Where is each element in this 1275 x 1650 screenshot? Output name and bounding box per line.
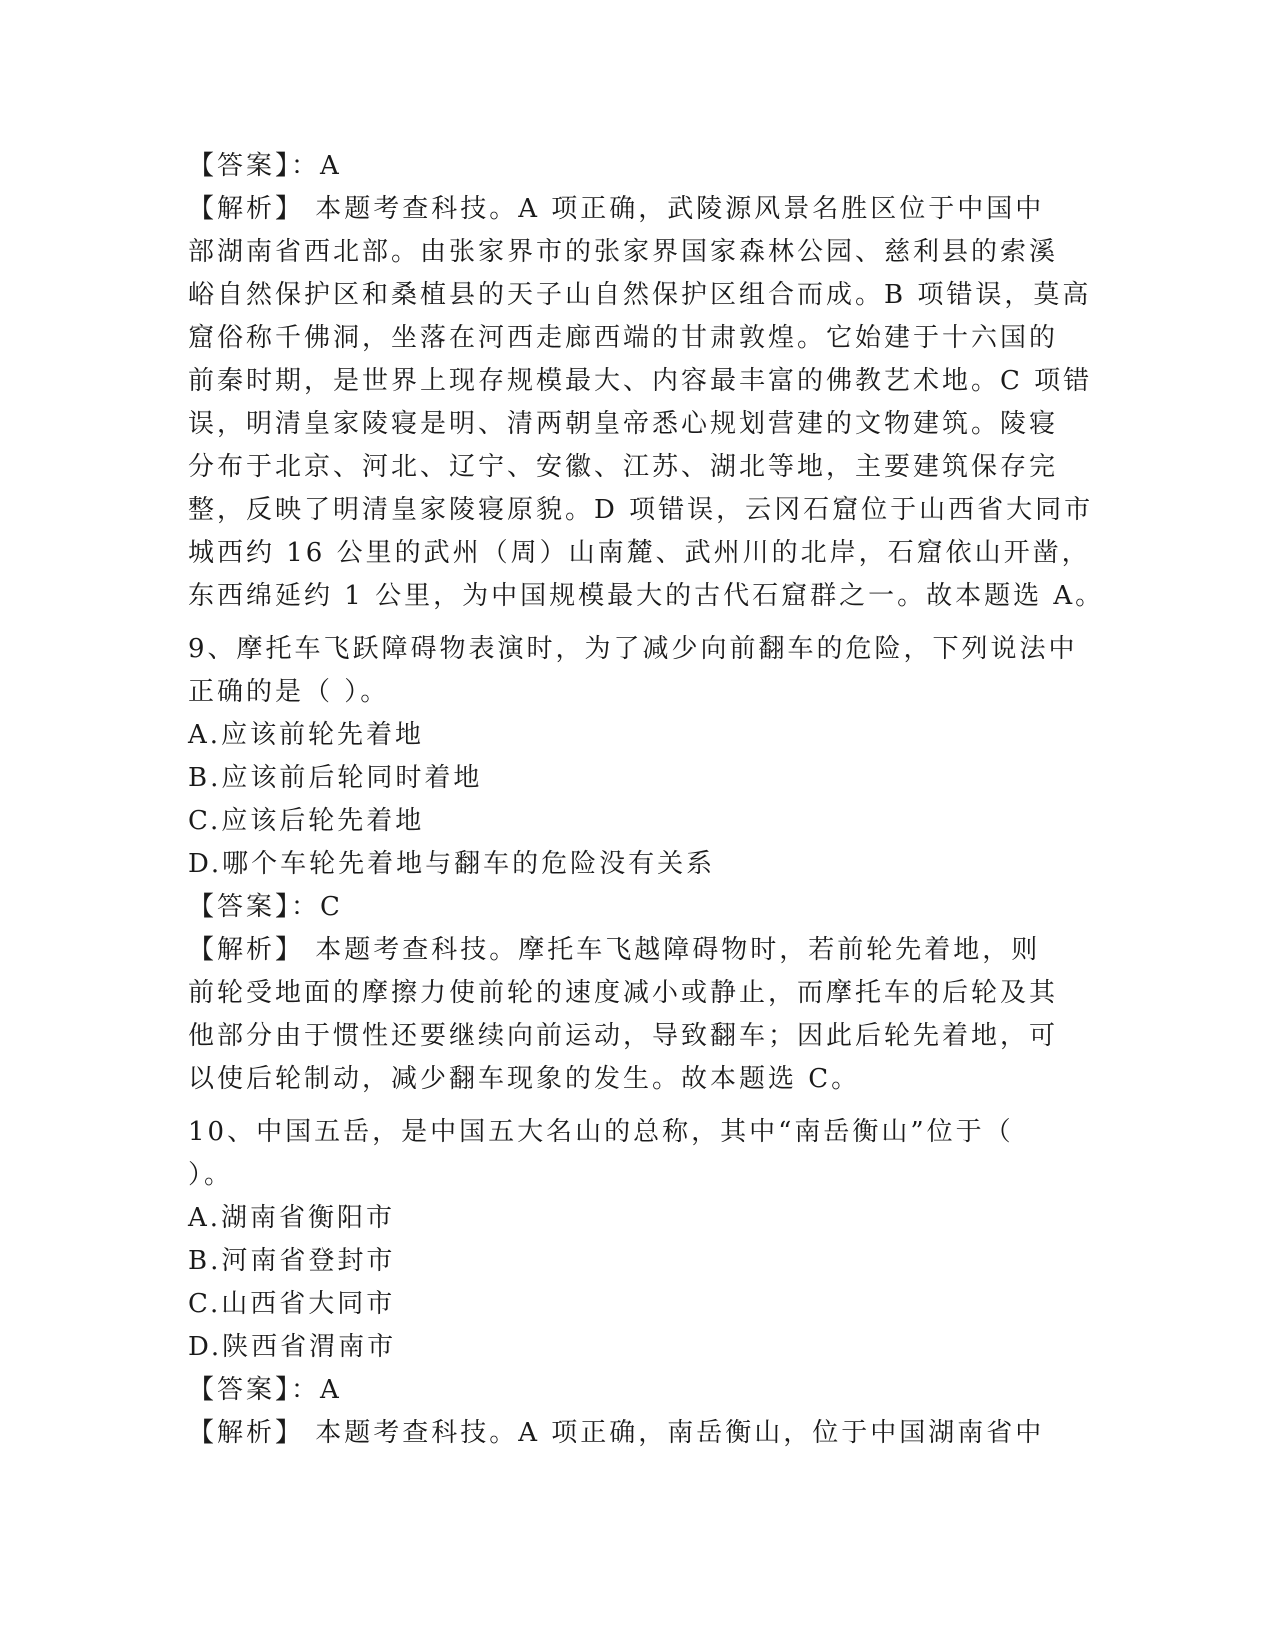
question-text: 9、摩托车飞跃障碍物表演时，为了减少向前翻车的危险，下列说法中 <box>188 634 1078 664</box>
answer-line: 【答案】：A <box>188 1375 342 1405</box>
explanation-line: 峪自然保护区和桑植县的天子山自然保护区组合而成。B 项错误，莫高 <box>188 280 1092 310</box>
explanation-line: 【解析】 本题考查科技。A 项正确，武陵源风景名胜区位于中国中 <box>188 194 1045 224</box>
explanation-line: 前秦时期，是世界上现存规模最大、内容最丰富的佛教艺术地。C 项错 <box>188 366 1093 396</box>
option-d: D.陕西省渭南市 <box>188 1332 397 1362</box>
section-question-9 <box>188 628 1088 1101</box>
explanation-line: 【解析】 本题考查科技。摩托车飞越障碍物时，若前轮先着地，则 <box>188 935 1041 965</box>
explanation-line: 【解析】 本题考查科技。A 项正确，南岳衡山，位于中国湖南省中 <box>188 1418 1045 1448</box>
question-text: 10、中国五岳，是中国五大名山的总称，其中“南岳衡山”位于（ <box>188 1117 1014 1147</box>
question-text: ）。 <box>188 1160 234 1190</box>
explanation-line: 整，反映了明清皇家陵寝原貌。D 项错误，云冈石窟位于山西省大同市 <box>188 495 1094 525</box>
option-d: D.哪个车轮先着地与翻车的危险没有关系 <box>188 849 716 879</box>
option-c: C.山西省大同市 <box>188 1289 396 1319</box>
section-question-10 <box>188 1111 1088 1455</box>
explanation-line: 窟俗称千佛洞，坐落在河西走廊西端的甘肃敦煌。它始建于十六国的 <box>188 323 1059 353</box>
explanation-line: 误，明清皇家陵寝是明、清两朝皇帝悉心规划营建的文物建筑。陵寝 <box>188 409 1059 439</box>
option-a: A.湖南省衡阳市 <box>188 1203 396 1233</box>
explanation-line: 他部分由于惯性还要继续向前运动，导致翻车；因此后轮先着地，可 <box>188 1021 1059 1051</box>
explanation-line: 部湖南省西北部。由张家界市的张家界国家森林公园、慈利县的索溪 <box>188 237 1059 267</box>
answer-line: 【答案】：A <box>188 151 342 181</box>
answer-line: 【答案】：C <box>188 892 343 922</box>
document-page <box>188 145 1105 1455</box>
option-b: B.河南省登封市 <box>188 1246 396 1276</box>
section-q8-explanation <box>188 145 1105 618</box>
explanation-line: 东西绵延约 1 公里，为中国规模最大的古代石窟群之一。故本题选 A。 <box>188 581 1105 611</box>
option-b: B.应该前后轮同时着地 <box>188 763 483 793</box>
explanation-line: 城西约 16 公里的武州（周）山南麓、武州川的北岸，石窟依山开凿， <box>188 538 1091 568</box>
explanation-line: 前轮受地面的摩擦力使前轮的速度减小或静止，而摩托车的后轮及其 <box>188 978 1059 1008</box>
explanation-line: 分布于北京、河北、辽宁、安徽、江苏、湖北等地，主要建筑保存完 <box>188 452 1059 482</box>
option-c: C.应该后轮先着地 <box>188 806 425 836</box>
question-text: 正确的是（ ）。 <box>188 677 390 707</box>
option-a: A.应该前轮先着地 <box>188 720 425 750</box>
explanation-line: 以使后轮制动，减少翻车现象的发生。故本题选 C。 <box>188 1064 861 1094</box>
